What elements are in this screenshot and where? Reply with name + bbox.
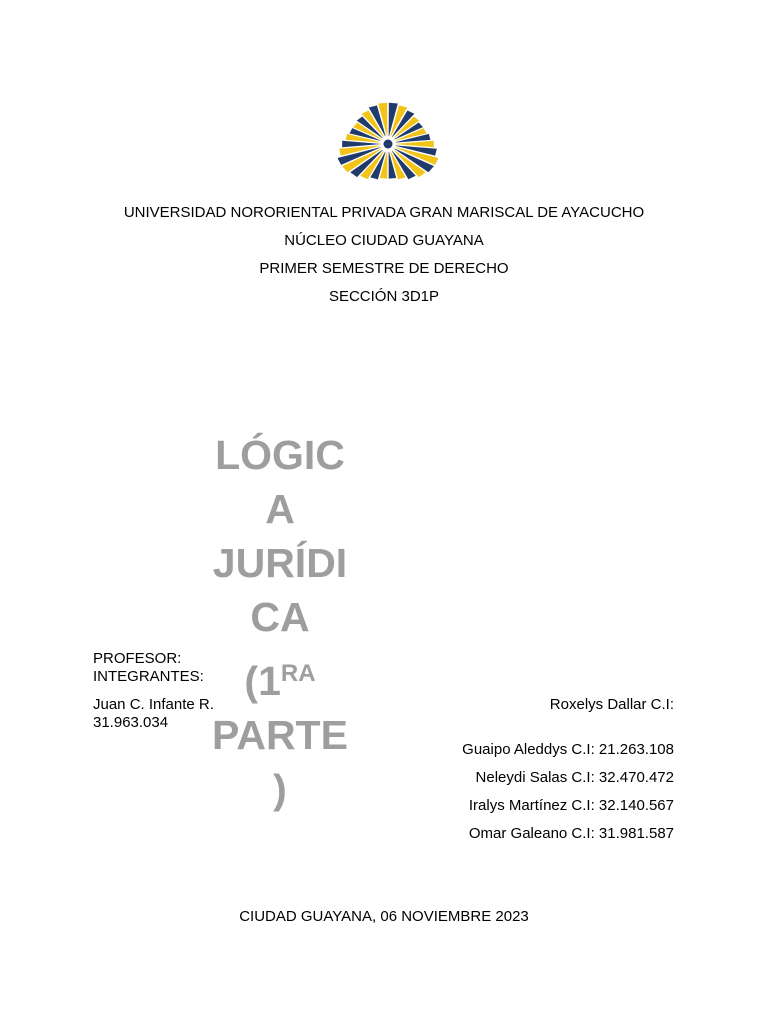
- title-line-2: A: [265, 486, 295, 532]
- members-label: INTEGRANTES:: [93, 668, 204, 685]
- university-name: UNIVERSIDAD NORORIENTAL PRIVADA GRAN MARISCAL DE AYACUCHO: [123, 204, 645, 221]
- campus-name: NÚCLEO CIUDAD GUAYANA: [284, 232, 484, 249]
- title-line-3: JURÍDI: [212, 540, 348, 586]
- semester-name: PRIMER SEMESTRE DE DERECHO: [259, 260, 509, 277]
- title-line-5-text: (1: [244, 658, 281, 704]
- sunburst-logo-icon: [338, 100, 438, 184]
- university-logo: [338, 100, 438, 184]
- section-name: SECCIÓN 3D1P: [328, 288, 440, 305]
- professor-label: PROFESOR:: [93, 650, 182, 667]
- member-item: Guaipo Aleddys C.I: 21.263.108: [462, 741, 674, 758]
- place-and-date: CIUDAD GUAYANA, 06 NOVIEMBRE 2023: [239, 908, 529, 925]
- title-line-4: CA: [250, 594, 310, 640]
- member-item: Neleydi Salas C.I: 32.470.472: [475, 769, 674, 786]
- member-id-first: 31.963.034: [93, 714, 169, 731]
- member-item: Roxelys Dallar C.I:: [549, 696, 674, 713]
- professor-name: Juan C. Infante R.: [93, 696, 214, 713]
- member-item: Omar Galeano C.I: 31.981.587: [468, 825, 674, 842]
- title-line-1: LÓGIC: [215, 432, 345, 478]
- title-line-5: [190, 654, 370, 715]
- logo-center-dot: [384, 140, 393, 149]
- title-superscript: RA: [280, 660, 316, 687]
- title-line-7: ): [273, 766, 287, 812]
- member-item: Iralys Martínez C.I: 32.140.567: [468, 797, 674, 814]
- title-line-6: PARTE: [212, 712, 348, 758]
